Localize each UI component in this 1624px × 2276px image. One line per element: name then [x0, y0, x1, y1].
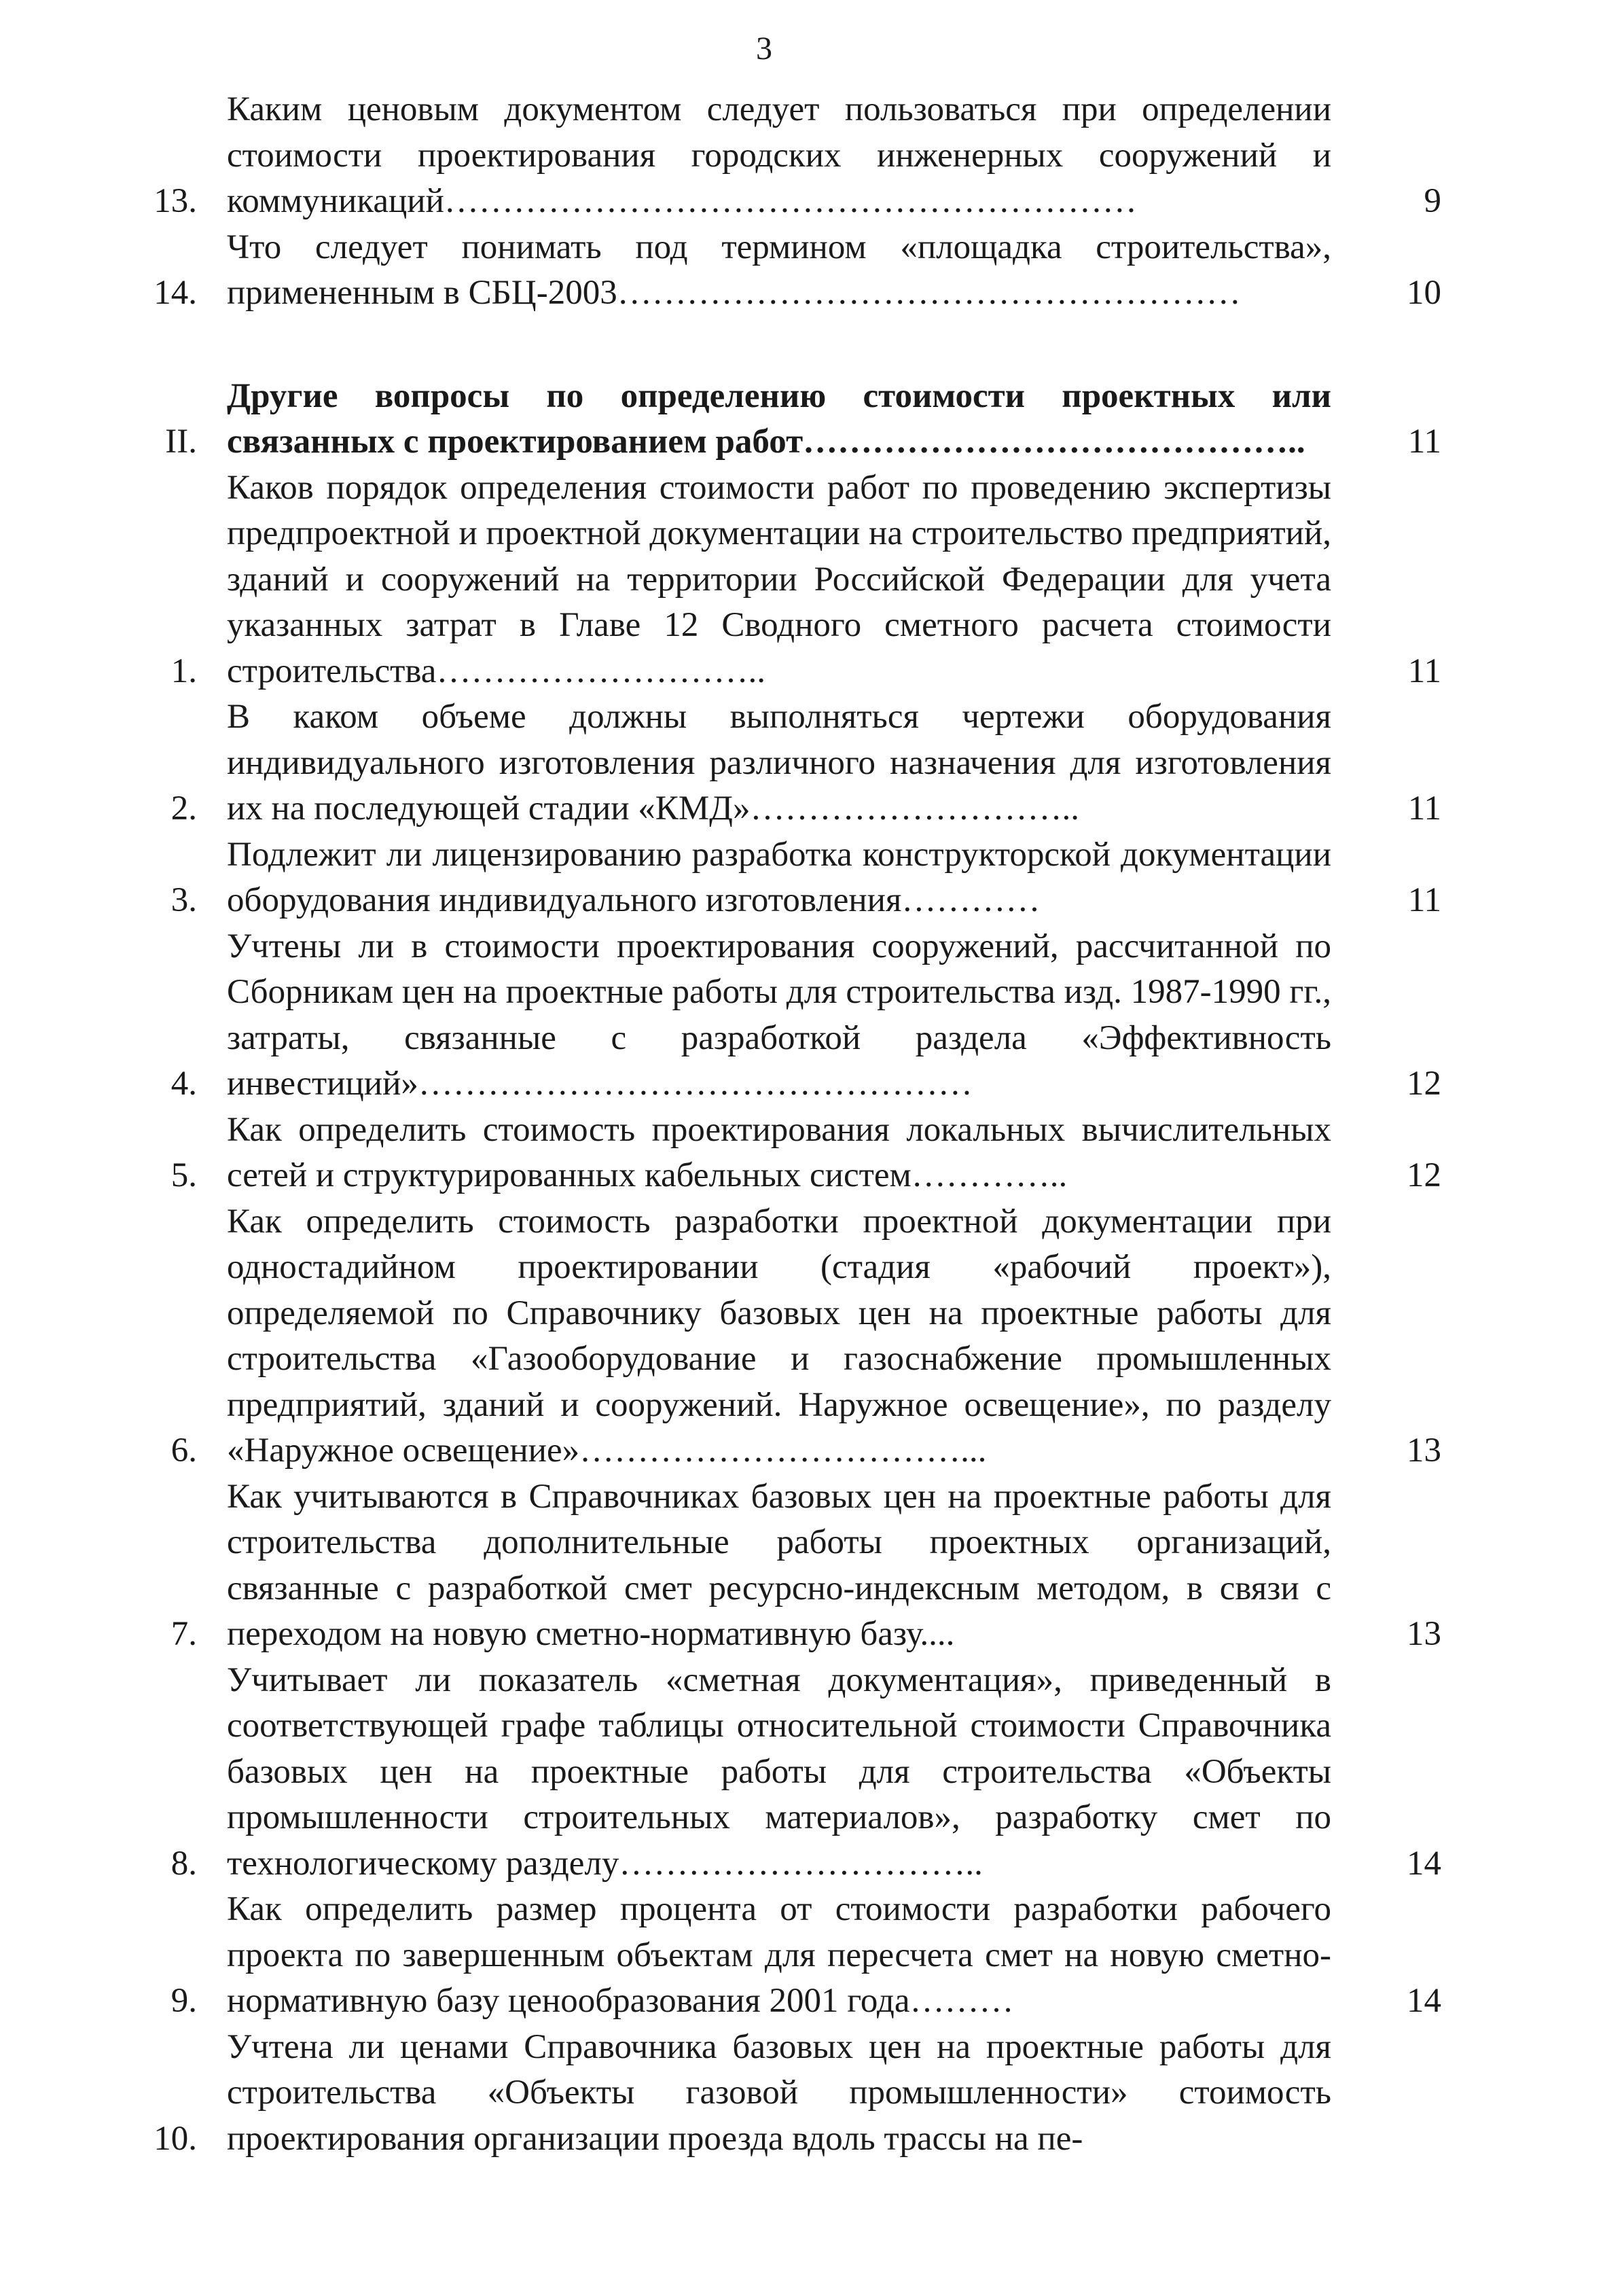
toc-item-number: 4. [170, 1065, 197, 1103]
toc-item-text: Учитывает ли показатель «сметная документация», приведенный в соответствующей графе таблицы относительной стоимости Справочника базовых цен на проектные работы для строительства «Объекты промышленности строительных материалов», разработку смет по технологическому разделу………………………….. [227, 1660, 1331, 1883]
table-of-contents [115, 87, 1460, 2162]
toc-item-7 [115, 1474, 1460, 1658]
toc-item-text: Как определить стоимость разработки проектной документации при одностадийном проектировании (стадия «рабочий проект»), определяемой по Справочнику базовых цен на проектные работы для строительства «Газооборудование и газоснабжение промышленных предприятий, зданий и сооружений. Наружное освещение», по разделу «Наружное освещение»……………………………... [227, 1202, 1331, 1470]
toc-item-9 [115, 1887, 1460, 2025]
toc-item-page: 11 [1407, 881, 1441, 919]
toc-item-5 [115, 1107, 1460, 1199]
toc-item-page: 13 [1407, 1615, 1441, 1653]
toc-item-text: Каким ценовым документом следует пользоваться при определении стоимости проектирования городских инженерных сооружений и коммуникаций…………………………………………………… [227, 90, 1331, 220]
toc-item-10 [115, 2025, 1460, 2163]
toc-section-title: Другие вопросы по определению стоимости проектных или связанных с проектированием работ…………………………………….. [227, 376, 1331, 461]
toc-item-text: Учтена ли ценами Справочника базовых цен на проектные работы для строительства «Объекты газовой промышленности» стоимость проектирования организации проезда вдоль трассы на пе- [227, 2027, 1331, 2158]
toc-item-page: 14 [1407, 1844, 1441, 1883]
toc-item-3 [115, 832, 1460, 924]
toc-item-page: 13 [1407, 1432, 1441, 1470]
toc-item-text: Подлежит ли лицензированию разработка конструкторской документации оборудования индивидуального изготовления………… [227, 835, 1331, 919]
toc-item-page: 10 [1407, 274, 1441, 312]
toc-item-6 [115, 1199, 1460, 1474]
toc-item-text: В каком объеме должны выполняться чертежи оборудования индивидуального изготовления различного назначения для изготовления их на последующей стадии «КМД»……………………….. [227, 698, 1331, 828]
toc-item-number: 5. [170, 1156, 197, 1194]
toc-item-text: Учтены ли в стоимости проектирования сооружений, рассчитанной по Сборникам цен на проектные работы для строительства изд. 1987-1990 гг., затраты, связанные с разработкой раздела «Эффективность инвестиций»………………………………………… [227, 927, 1331, 1103]
toc-item-number: 1. [170, 652, 197, 690]
toc-item-number: 9. [170, 1982, 197, 2020]
toc-item-text: Что следует понимать под термином «площадка строительства», примененным в СБЦ-2003……………………………………………… [227, 228, 1331, 312]
toc-item-13 [115, 87, 1460, 225]
toc-item-number: 7. [170, 1615, 197, 1653]
toc-item-page: 12 [1407, 1065, 1441, 1103]
toc-section-heading-ii [115, 374, 1460, 465]
toc-item-text: Как определить размер процента от стоимости разработки рабочего проекта по завершенным объектам для пересчета смет на новую сметно-нормативную базу ценообразования 2001 года……… [227, 1890, 1331, 2020]
toc-item-page: 11 [1407, 652, 1441, 690]
toc-item-2 [115, 694, 1460, 832]
toc-item-1 [115, 465, 1460, 695]
page-number: 3 [756, 31, 772, 67]
toc-item-number: 8. [170, 1844, 197, 1883]
toc-item-text: Каков порядок определения стоимости работ по проведению экспертизы предпроектной и проектной документации на строительство предприятий, зданий и сооружений на территории Российской Федерации для учета указанных затрат в Главе 12 Сводного сметного расчета стоимости строительства……………………….. [227, 468, 1331, 690]
toc-item-4 [115, 924, 1460, 1107]
toc-section-number: II. [165, 423, 197, 461]
toc-item-page: 9 [1424, 182, 1441, 220]
toc-item-text: Как учитываются в Справочниках базовых цен на проектные работы для строительства дополнительные работы проектных организаций, связанные с разработкой смет ресурсно-индексным методом, в связи с переходом на новую сметно-нормативную базу.... [227, 1477, 1331, 1653]
toc-item-page: 11 [1407, 423, 1441, 461]
toc-item-number: 3. [170, 881, 197, 919]
toc-item-page: 12 [1407, 1156, 1441, 1194]
toc-item-number: 6. [170, 1432, 197, 1470]
toc-item-8 [115, 1658, 1460, 1887]
toc-item-page: 14 [1407, 1982, 1441, 2020]
toc-item-text: Как определить стоимость проектирования локальных вычислительных сетей и структурированных кабельных систем………….. [227, 1110, 1331, 1194]
toc-item-14 [115, 225, 1460, 317]
toc-item-number: 2. [170, 789, 197, 828]
toc-item-number: 13. [154, 182, 197, 220]
toc-item-page: 11 [1407, 789, 1441, 828]
toc-item-number: 14. [154, 274, 197, 312]
toc-item-number: 10. [154, 2119, 197, 2158]
